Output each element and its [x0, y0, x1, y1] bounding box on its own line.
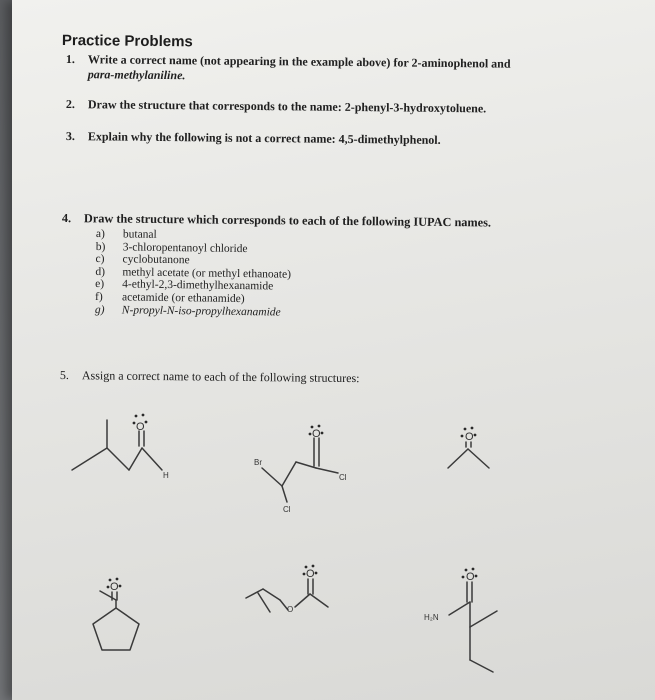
item-letter: g) [94, 303, 105, 316]
problem-text: Draw the structure which corresponds to each of the following IUPAC names. [83, 211, 492, 230]
item-name: 3-chloropentanoyl chloride [122, 240, 248, 255]
structure-ketone [448, 442, 489, 468]
structure-amide [449, 582, 497, 672]
item-name: acetamide (or ethanamide) [121, 291, 245, 306]
item-letter: a) [95, 228, 105, 241]
problem-number: 5. [59, 368, 69, 383]
item-name: N-propyl-N-iso-propylhexanamide [121, 303, 281, 319]
bromine-label: Br [254, 458, 262, 467]
chlorine-label: Cl [283, 505, 291, 514]
item-letter: c) [95, 253, 105, 266]
problem-text: Write a correct name (not appearing in the example above) for 2-aminophenol and [87, 52, 511, 71]
structure-aldehyde [72, 420, 162, 470]
oxygen-label: O [306, 568, 315, 580]
item-letter: f) [94, 290, 103, 304]
hydrogen-label: H [163, 471, 169, 480]
problem-text: Draw the structure that corresponds to the name: 2-phenyl-3-hydroxytoluene. [87, 97, 487, 116]
problem-text: Explain why the following is not a correct name: 4,5-dimethylphenol. [87, 129, 441, 147]
item-letter: d) [95, 265, 106, 278]
oxygen-label: O [466, 571, 475, 583]
oxygen-label: O [110, 581, 119, 593]
item-name: 4-ethyl-2,3-dimethylhexanamide [122, 278, 274, 293]
oxygen-label: O [312, 428, 321, 440]
oxygen-label: O [287, 605, 294, 614]
structure-cyclopentyl-ketone [93, 591, 139, 650]
item-name: cyclobutanone [122, 253, 190, 267]
problem-number: 3. [65, 129, 75, 144]
oxygen-label: O [136, 421, 145, 433]
problem-number: 2. [65, 97, 75, 112]
item-name: butanal [122, 228, 157, 241]
problem-text-continuation: para-methylaniline. [87, 67, 186, 83]
problem-number: 1. [65, 52, 75, 67]
chlorine-label: Cl [339, 473, 347, 482]
lone-pair-dots [107, 414, 478, 589]
item-name: methyl acetate (or methyl ethanoate) [122, 266, 292, 281]
item-letter: b) [95, 240, 106, 253]
problem-number: 4. [61, 211, 72, 226]
oxygen-label: O [465, 431, 474, 443]
page-title: Practice Problems [61, 32, 193, 51]
item-letter: e) [95, 278, 105, 291]
structure-acid-chloride [262, 438, 338, 502]
problem-text: Assign a correct name to each of the following structures: [81, 368, 360, 386]
amine-label: H₂N [424, 613, 439, 622]
